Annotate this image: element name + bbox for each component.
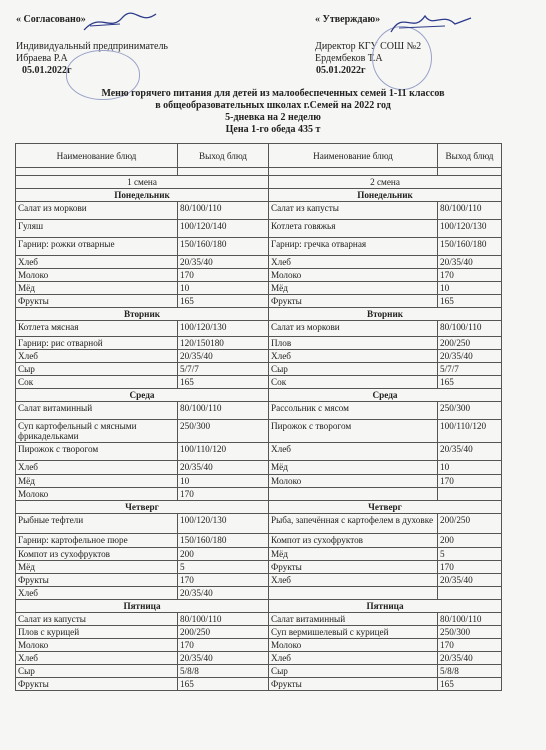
table-row	[16, 652, 502, 665]
day-header-row	[16, 501, 502, 514]
table-row	[16, 202, 502, 220]
day-header-row	[16, 308, 502, 321]
dish-name-shift-1: Фрукты	[16, 678, 178, 691]
dish-name-shift-1: Салат из капусты	[16, 613, 178, 626]
dish-name-shift-1: Хлеб	[16, 350, 178, 363]
shift-row	[16, 176, 502, 189]
dish-name-shift-2: Хлеб	[269, 256, 438, 269]
dish-portion-shift-2: 5/7/7	[438, 363, 502, 376]
day-name-shift-1: Среда	[16, 389, 269, 402]
dish-name-shift-2: Сок	[269, 376, 438, 389]
dish-portion-shift-1: 165	[178, 295, 269, 308]
dish-name-shift-1: Мёд	[16, 561, 178, 574]
dish-name-shift-2: Рассольник с мясом	[269, 402, 438, 420]
dish-name-shift-1: Сыр	[16, 363, 178, 376]
dish-portion-shift-1: 10	[178, 475, 269, 488]
table-row	[16, 269, 502, 282]
dish-name-shift-1: Молоко	[16, 269, 178, 282]
dish-name-shift-1: Гуляш	[16, 220, 178, 238]
right-role: Директор КГУ СОШ №2	[315, 41, 422, 52]
table-row	[16, 321, 502, 337]
dish-name-shift-1: Плов с курицей	[16, 626, 178, 639]
dish-name-shift-2: Сыр	[269, 363, 438, 376]
dish-name-shift-1: Гарнир: рожки отварные	[16, 238, 178, 256]
dish-name-shift-1: Молоко	[16, 639, 178, 652]
day-header-row	[16, 189, 502, 202]
dish-portion-shift-2: 80/100/110	[438, 202, 502, 220]
dish-portion-shift-2: 5/8/8	[438, 665, 502, 678]
dish-name-shift-1: Молоко	[16, 488, 178, 501]
dish-name-shift-2: Суп вермишелевый с курицей	[269, 626, 438, 639]
table-row	[16, 574, 502, 587]
dish-portion-shift-1: 20/35/40	[178, 350, 269, 363]
dish-portion-shift-1: 10	[178, 282, 269, 295]
dish-name-shift-2: Мёд	[269, 282, 438, 295]
dish-name-shift-2	[269, 587, 438, 600]
dish-portion-shift-2: 165	[438, 678, 502, 691]
table-row	[16, 548, 502, 561]
menu-title-line3: 5-дневка на 2 неделю	[225, 112, 321, 123]
dish-name-shift-2: Хлеб	[269, 652, 438, 665]
dish-portion-shift-2: 20/35/40	[438, 256, 502, 269]
table-row	[16, 613, 502, 626]
table-row	[16, 639, 502, 652]
dish-portion-shift-2: 10	[438, 461, 502, 475]
dish-portion-shift-2: 165	[438, 295, 502, 308]
dish-portion-shift-2: 200/250	[438, 514, 502, 534]
left-date: 05.01.2022г	[22, 65, 72, 76]
column-header: Выход блюд	[178, 144, 269, 168]
table-row	[16, 665, 502, 678]
dish-portion-shift-2: 80/100/110	[438, 613, 502, 626]
dish-portion-shift-2: 100/110/120	[438, 420, 502, 443]
dish-portion-shift-2	[438, 587, 502, 600]
dish-portion-shift-2: 20/35/40	[438, 443, 502, 461]
dish-portion-shift-1: 20/35/40	[178, 256, 269, 269]
dish-name-shift-2: Фрукты	[269, 295, 438, 308]
column-header: Наименование блюд	[16, 144, 178, 168]
dish-name-shift-2: Плов	[269, 337, 438, 350]
left-signature	[80, 8, 160, 36]
dish-portion-shift-2: 80/100/110	[438, 321, 502, 337]
dish-portion-shift-2: 20/35/40	[438, 652, 502, 665]
menu-title-line2: в общеобразовательных школах г.Семей на 2022 год	[155, 100, 391, 111]
table-row	[16, 402, 502, 420]
dish-name-shift-1: Пирожок с творогом	[16, 443, 178, 461]
dish-name-shift-1: Гарнир: рис отварной	[16, 337, 178, 350]
dish-portion-shift-1: 100/120/130	[178, 321, 269, 337]
left-org: Индивидуальный предприниматель	[16, 41, 168, 52]
dish-name-shift-1: Сыр	[16, 665, 178, 678]
day-header-row	[16, 389, 502, 402]
dish-portion-shift-2: 250/300	[438, 402, 502, 420]
dish-portion-shift-1: 120/150180	[178, 337, 269, 350]
dish-name-shift-2: Котлета говяжья	[269, 220, 438, 238]
dish-portion-shift-2: 170	[438, 269, 502, 282]
dish-name-shift-2: Салат из моркови	[269, 321, 438, 337]
dish-name-shift-2: Компот из сухофруктов	[269, 534, 438, 548]
dish-portion-shift-2: 20/35/40	[438, 350, 502, 363]
dish-name-shift-1: Салат витаминный	[16, 402, 178, 420]
table-row	[16, 337, 502, 350]
table-row	[16, 534, 502, 548]
dish-name-shift-2: Молоко	[269, 639, 438, 652]
dish-portion-shift-1: 100/120/140	[178, 220, 269, 238]
dish-portion-shift-1: 150/160/180	[178, 238, 269, 256]
dish-name-shift-2: Сыр	[269, 665, 438, 678]
dish-portion-shift-1: 100/120/130	[178, 514, 269, 534]
dish-name-shift-1: Мёд	[16, 282, 178, 295]
dish-name-shift-2: Хлеб	[269, 350, 438, 363]
dish-name-shift-2: Гарнир: гречка отварная	[269, 238, 438, 256]
dish-portion-shift-1: 170	[178, 574, 269, 587]
dish-name-shift-1: Хлеб	[16, 587, 178, 600]
dish-portion-shift-1: 5/8/8	[178, 665, 269, 678]
right-name: Ердембеков Т.А	[315, 53, 383, 64]
column-header: Наименование блюд	[269, 144, 438, 168]
table-row	[16, 420, 502, 443]
table-row	[16, 295, 502, 308]
table-row	[16, 626, 502, 639]
table-row	[16, 363, 502, 376]
dish-name-shift-2: Салат из капусты	[269, 202, 438, 220]
dish-portion-shift-1: 170	[178, 488, 269, 501]
dish-portion-shift-1: 20/35/40	[178, 587, 269, 600]
dish-name-shift-2: Молоко	[269, 475, 438, 488]
dish-portion-shift-2: 170	[438, 561, 502, 574]
dish-name-shift-2: Хлеб	[269, 574, 438, 587]
dish-portion-shift-1: 80/100/110	[178, 402, 269, 420]
dish-name-shift-1: Суп картофельный с мясными фрикадельками	[16, 420, 178, 443]
column-header: Выход блюд	[438, 144, 502, 168]
approved-label: « Утверждаю»	[315, 14, 381, 25]
dish-name-shift-1: Фрукты	[16, 574, 178, 587]
dish-portion-shift-2: 10	[438, 282, 502, 295]
shift-2-label: 2 смена	[269, 176, 502, 189]
dish-name-shift-2: Салат витаминный	[269, 613, 438, 626]
table-row	[16, 256, 502, 269]
table-row	[16, 350, 502, 363]
dish-name-shift-1: Котлета мясная	[16, 321, 178, 337]
dish-name-shift-2: Мёд	[269, 548, 438, 561]
dish-portion-shift-1: 5	[178, 561, 269, 574]
day-name-shift-1: Понедельник	[16, 189, 269, 202]
dish-portion-shift-1: 250/300	[178, 420, 269, 443]
dish-name-shift-2: Хлеб	[269, 443, 438, 461]
dish-name-shift-1: Хлеб	[16, 652, 178, 665]
dish-name-shift-2: Фрукты	[269, 678, 438, 691]
table-row	[16, 238, 502, 256]
dish-portion-shift-2: 200/250	[438, 337, 502, 350]
dish-name-shift-1: Сок	[16, 376, 178, 389]
day-name-shift-1: Четверг	[16, 501, 269, 514]
dish-portion-shift-1: 20/35/40	[178, 461, 269, 475]
dish-portion-shift-1: 165	[178, 678, 269, 691]
spacer-row	[16, 168, 502, 176]
menu-title-line1: Меню горячего питания для детей из малообеспеченных семей 1-11 классов	[101, 88, 445, 99]
dish-name-shift-2: Пирожок с творогом	[269, 420, 438, 443]
day-name-shift-2: Вторник	[269, 308, 502, 321]
dish-portion-shift-2: 20/35/40	[438, 574, 502, 587]
dish-name-shift-1: Компот из сухофруктов	[16, 548, 178, 561]
day-name-shift-1: Вторник	[16, 308, 269, 321]
dish-portion-shift-2: 100/120/130	[438, 220, 502, 238]
table-row	[16, 488, 502, 501]
table-row	[16, 587, 502, 600]
table-row	[16, 282, 502, 295]
table-row	[16, 514, 502, 534]
dish-portion-shift-2: 250/300	[438, 626, 502, 639]
agreed-label: « Согласовано»	[16, 14, 86, 25]
dish-portion-shift-1: 5/7/7	[178, 363, 269, 376]
dish-portion-shift-1: 150/160/180	[178, 534, 269, 548]
dish-name-shift-2: Молоко	[269, 269, 438, 282]
dish-portion-shift-1: 170	[178, 639, 269, 652]
table-header-row	[16, 144, 502, 168]
day-name-shift-2: Среда	[269, 389, 502, 402]
dish-portion-shift-1: 80/100/110	[178, 202, 269, 220]
dish-portion-shift-1: 20/35/40	[178, 652, 269, 665]
dish-name-shift-1: Гарнир: картофельное пюре	[16, 534, 178, 548]
dish-name-shift-2: Рыба, запечённая с картофелем в духовке	[269, 514, 438, 534]
table-row	[16, 461, 502, 475]
dish-name-shift-2: Мёд	[269, 461, 438, 475]
table-row	[16, 443, 502, 461]
day-header-row	[16, 600, 502, 613]
shift-1-label: 1 смена	[16, 176, 269, 189]
dish-portion-shift-1: 80/100/110	[178, 613, 269, 626]
dish-portion-shift-1: 100/110/120	[178, 443, 269, 461]
dish-name-shift-2	[269, 488, 438, 501]
day-name-shift-2: Пятница	[269, 600, 502, 613]
dish-name-shift-1: Хлеб	[16, 256, 178, 269]
dish-name-shift-1: Мёд	[16, 475, 178, 488]
table-row	[16, 561, 502, 574]
day-name-shift-1: Пятница	[16, 600, 269, 613]
day-name-shift-2: Четверг	[269, 501, 502, 514]
day-name-shift-2: Понедельник	[269, 189, 502, 202]
dish-portion-shift-2: 150/160/180	[438, 238, 502, 256]
dish-portion-shift-2: 170	[438, 639, 502, 652]
menu-table	[15, 143, 502, 691]
dish-portion-shift-2: 170	[438, 475, 502, 488]
dish-name-shift-2: Фрукты	[269, 561, 438, 574]
dish-name-shift-1: Салат из моркови	[16, 202, 178, 220]
dish-portion-shift-1: 200	[178, 548, 269, 561]
table-row	[16, 475, 502, 488]
left-name: Ибраева Р.А	[16, 53, 68, 64]
table-row	[16, 678, 502, 691]
dish-portion-shift-2: 200	[438, 534, 502, 548]
dish-portion-shift-1: 165	[178, 376, 269, 389]
menu-title-line4: Цена 1-го обеда 435 т	[225, 124, 321, 135]
right-signature	[385, 8, 475, 38]
dish-portion-shift-1: 170	[178, 269, 269, 282]
table-row	[16, 220, 502, 238]
right-date: 05.01.2022г	[316, 65, 366, 76]
table-row	[16, 376, 502, 389]
dish-name-shift-1: Хлеб	[16, 461, 178, 475]
dish-portion-shift-2	[438, 488, 502, 501]
dish-portion-shift-2: 165	[438, 376, 502, 389]
dish-name-shift-1: Фрукты	[16, 295, 178, 308]
dish-portion-shift-2: 5	[438, 548, 502, 561]
dish-name-shift-1: Рыбные тефтели	[16, 514, 178, 534]
dish-portion-shift-1: 200/250	[178, 626, 269, 639]
